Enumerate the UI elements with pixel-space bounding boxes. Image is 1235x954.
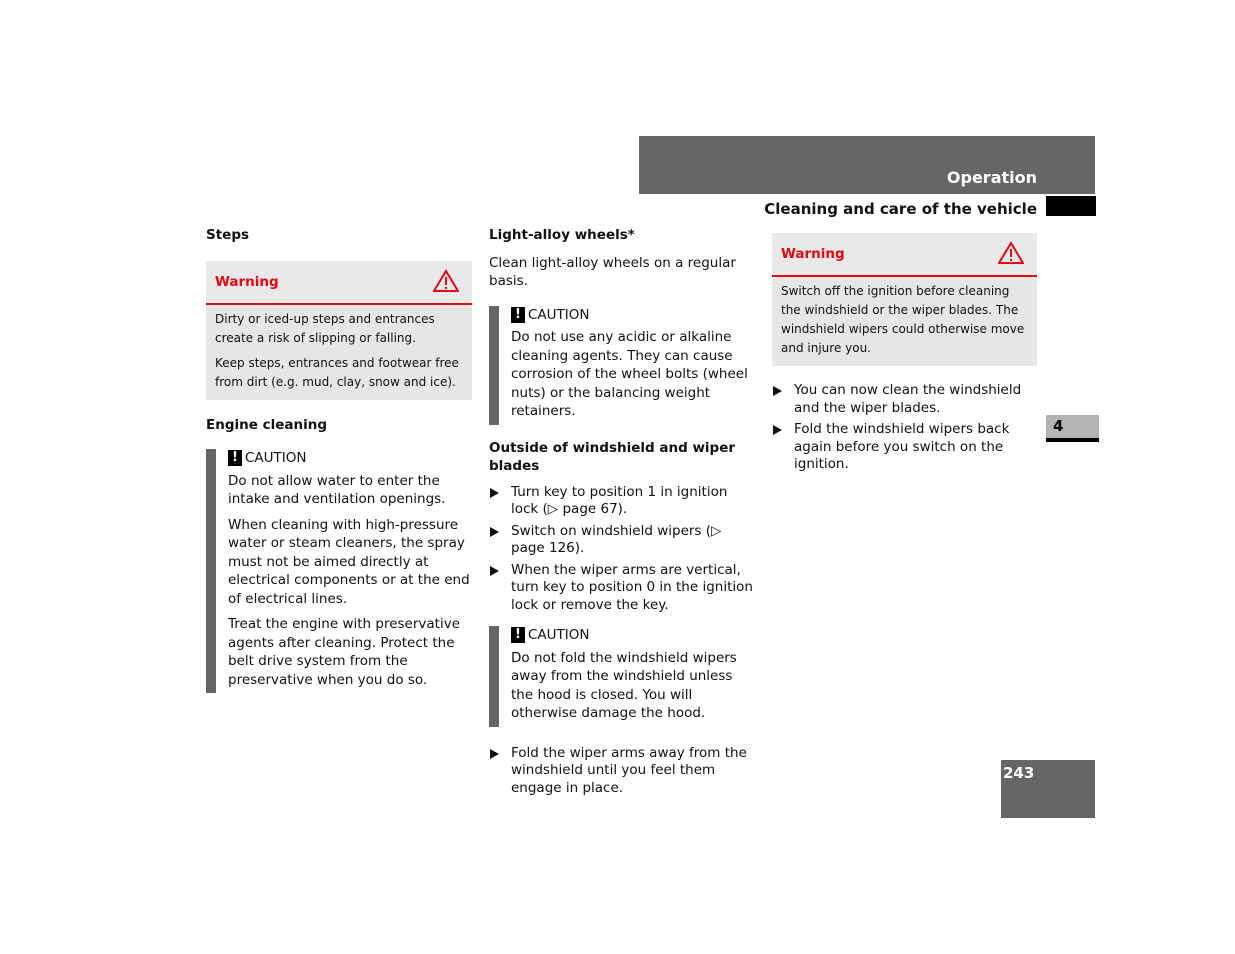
step-arrow-icon [490,527,499,537]
warning-label: Warning [215,273,279,290]
warning-text-2: Keep steps, entrances and footwear free from dirt (e.g. mud, clay, snow and ice). [215,355,459,389]
step-arrow-icon [773,425,782,435]
caution-box-wipers [489,626,755,727]
caution-title [511,626,755,645]
steps-heading: Steps [206,227,250,243]
step-item [489,523,755,558]
warning-label: Warning [781,246,845,262]
step-text-3: When the wiper arms are vertical, turn key to position 0 in the ignition lock or remove the key. [511,561,753,613]
step-item [489,562,755,615]
caution-label: CAUTION [245,450,307,466]
step-text-4: Fold the wiper arms away from the windshield until you feel them engage in place. [511,744,747,796]
subsection-marker [1046,196,1096,216]
chapter-number: 4 [1053,417,1064,435]
step-text-1: You can now clean the windshield and the wiper blades. [794,382,1022,416]
column-2 [489,226,755,801]
warning-text-1: Dirty or iced-up steps and entrances create a risk of slipping or falling. [215,311,435,345]
caution-text-3: Treat the engine with preservative agents after cleaning. Protect the belt drive system from the preservative when you do so. [228,616,461,688]
section-title: Operation [946,168,1037,187]
caution-box-engine [206,449,472,693]
step-item [772,421,1037,474]
warning-body [206,305,472,400]
warning-text-1: Switch off the ignition before cleaning the windshield or the wiper blades. The windshield wipers could otherwise move and injure you. [781,284,1025,355]
caution-exclamation-icon: ! [511,627,525,643]
caution-label: CAUTION [528,306,590,323]
caution-exclamation-icon: ! [228,450,242,466]
step-arrow-icon [490,488,499,498]
warning-box-steps [206,261,472,400]
subsection-title: Cleaning and care of the vehicle [764,200,1037,218]
step-text-1: Turn key to position 1 in ignition lock (▷ page 67). [511,483,728,517]
step-arrow-icon [490,566,499,576]
caution-title [228,449,472,468]
chapter-tab [1046,415,1099,442]
step-list [772,382,1037,474]
caution-title [511,306,755,325]
caution-text-1: Do not allow water to enter the intake and ventilation openings. [228,472,446,507]
windshield-heading: Outside of windshield and wiper blades [489,439,736,474]
caution-text-1: Do not use any acidic or alkaline cleaning agents. They can cause corrosion of the wheel bolts (wheel nuts) or the balancing weight retainers. [511,329,748,419]
page-number-box [1001,760,1095,818]
caution-exclamation-icon: ! [511,307,525,323]
warning-triangle-icon [998,241,1024,265]
step-text-2: Fold the windshield wipers back again before you switch on the ignition. [794,421,1010,472]
warning-box-wipers [772,233,1037,366]
caution-box-wheels [489,306,755,425]
engine-cleaning-heading: Engine cleaning [206,416,327,433]
caution-text-1: Do not fold the windshield wipers away from the windshield unless the hood is closed. You will otherwise damage the hood. [511,649,737,721]
step-item [772,382,1037,417]
caution-label: CAUTION [528,627,590,643]
warning-header [772,233,1037,277]
step-item [489,484,755,519]
page-number: 243 [1003,764,1035,782]
wheels-text: Clean light-alloy wheels on a regular basis. [489,254,736,289]
warning-body [772,277,1037,366]
wheels-heading: Light-alloy wheels* [489,227,635,243]
step-text-2: Switch on windshield wipers (▷ page 126). [511,522,722,556]
step-arrow-icon [773,386,782,396]
caution-text-2: When cleaning with high-pressure water or steam cleaners, the spray must not be aimed directly at electrical components or at the end of electrical lines. [228,516,470,607]
step-arrow-icon [490,749,499,759]
column-1 [206,226,472,693]
column-3 [772,233,1037,478]
warning-header [206,261,472,305]
step-item [489,745,755,798]
warning-triangle-icon [433,269,459,293]
